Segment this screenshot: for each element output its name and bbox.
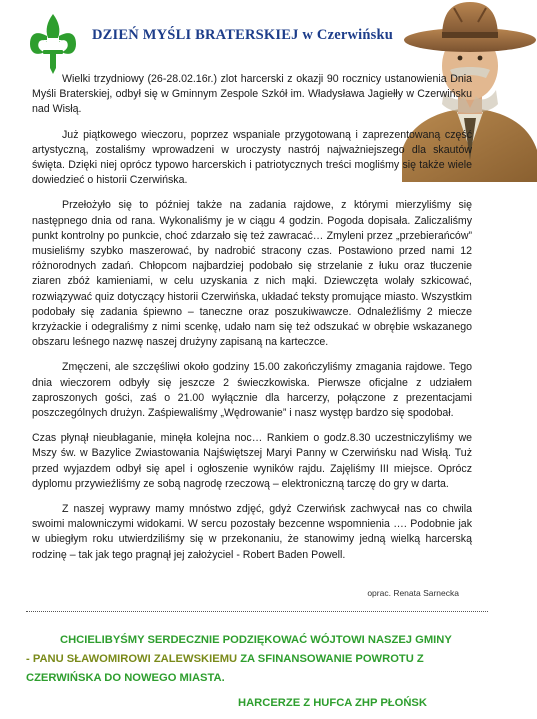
footer-signature: HARCERZE Z HUFCA ZHP PŁOŃSK xyxy=(238,697,427,709)
thanks-line-1: CHCIELIBYŚMY SERDECZNIE PODZIĘKOWAĆ WÓJTOWI NASZEJ GMINY xyxy=(60,634,452,646)
article-body xyxy=(32,72,472,573)
page-title: DZIEŃ MYŚLI BRATERSKIEJ w Czerwińsku xyxy=(92,27,394,43)
thanks-recipient: - PANU SŁAWOMIROWI ZALEWSKIEMU xyxy=(26,653,238,665)
author-signature: oprac. Renata Sarnecka xyxy=(367,588,459,598)
paragraph-evening: Już piątkowego wieczoru, poprzez wspaniale przygotowaną i zaprezentowaną część artystyczną, zostaliśmy wprowadzeni w uroczysty nastrój najważniejszego dla skautów święta. Dzięki niej oprócz typowo harcerskich i patriotycznych treści mogliśmy się także wiele dowiedzieć o historii Czerwińska. xyxy=(32,128,472,187)
thanks-note xyxy=(26,631,496,688)
thanks-line-2 xyxy=(26,650,496,669)
logo-text: ZHP xyxy=(43,39,63,50)
thanks-line-2-rest: ZA SFINANSOWANIE POWROTU Z xyxy=(237,653,424,665)
paragraph-intro: Wielki trzydniowy (26-28.02.16r.) zlot harcerski z okazji 90 rocznicy ustanowienia Dnia Myśli Braterskiej, odbył się w Gminnym Zespole Szkół im. Władysława Jagiełły w Czerwińsku nad Wisłą. xyxy=(32,73,472,116)
zhp-fleur-de-lis-logo-icon xyxy=(28,12,78,76)
paragraph-campfire: Zmęczeni, ale szczęśliwi około godziny 15.00 zakończyliśmy zmagania rajdowe. Tego dnia wieczorem odbyły się jeszcze 2 świeczkowiska. Pierwsze oficjalne z udziałem zaproszonych gości, zaś o 21.00 wyłącznie dla harcerzy, połączone z prezentacjami poszczególnych drużyn. Zaśpiewaliśmy „Wędrowanie” i nasz występ bardzo się spodobał. xyxy=(32,361,472,420)
paragraph-rally: Przełożyło się to później także na zadania rajdowe, z którymi mierzyliśmy się następnego dnia od rana. Wykonaliśmy je w ciągu 4 godzin. Pogoda dopisała. Zaliczaliśmy punkt kontrolny po punkcie, choć zdarzało się też zawracać… Zmyleni przez „przebierańców” musieliśmy szybko maszerować, by nadrobić stracony czas. Postawiono przed nami 12 różnorodnych zadań. Chłopcom najbardziej podobało się strzelanie z łuku oraz tłuczenie ziaren zbóż kamieniami, w celu uzyskania z nich mąki. Dziewczęta wolały szkicować, rozwiązywać quiz dotyczący historii Czerwińska, układać teksty promujące miasto. Wszystkim podobały się zadania śpiewno – taneczne oraz poszukiwawcze. Odnaleźliśmy 2 miecze krzyżackie i odegraliśmy z nimi scenkę, udało nam się też odszukać w obrębie wskazanego obszaru leśnego nazwę naszej drużyny zapisaną na karteczce. xyxy=(32,199,472,349)
thanks-line-3: CZERWIŃSKA DO NOWEGO MIASTA. xyxy=(26,672,225,684)
dotted-divider xyxy=(26,611,488,612)
paragraph-departure: Czas płynął nieubłaganie, minęła kolejna noc… Rankiem o godz.8.30 uczestniczyliśmy we Mszy św. w Bazylice Zwiastowania Najświętszej Maryi Panny w Czerwińsku nad Wisłą. Tuż przed wyjazdem odbył się apel i ogłoszenie wyników rajdu. Zajęliśmy III miejsce. Oprócz dyplomu przywieźliśmy ze sobą nagrodę rzeczową – elektroniczną tarczę do gry w darta. xyxy=(32,432,472,490)
paragraph-closing: Z naszej wyprawy mamy mnóstwo zdjęć, gdyż Czerwińsk zachwycał nas co chwila swoimi malowniczymi widokami. W sercu pozostały bezcenne wspomnienia …. Podobnie jak w ubiegłym roku utwierdziliśmy się w przekonaniu, że stanowimy jedną wielką harcerską rodzinę – tak jak tego pragnął jej założyciel - Robert Baden Powell. xyxy=(32,503,472,561)
